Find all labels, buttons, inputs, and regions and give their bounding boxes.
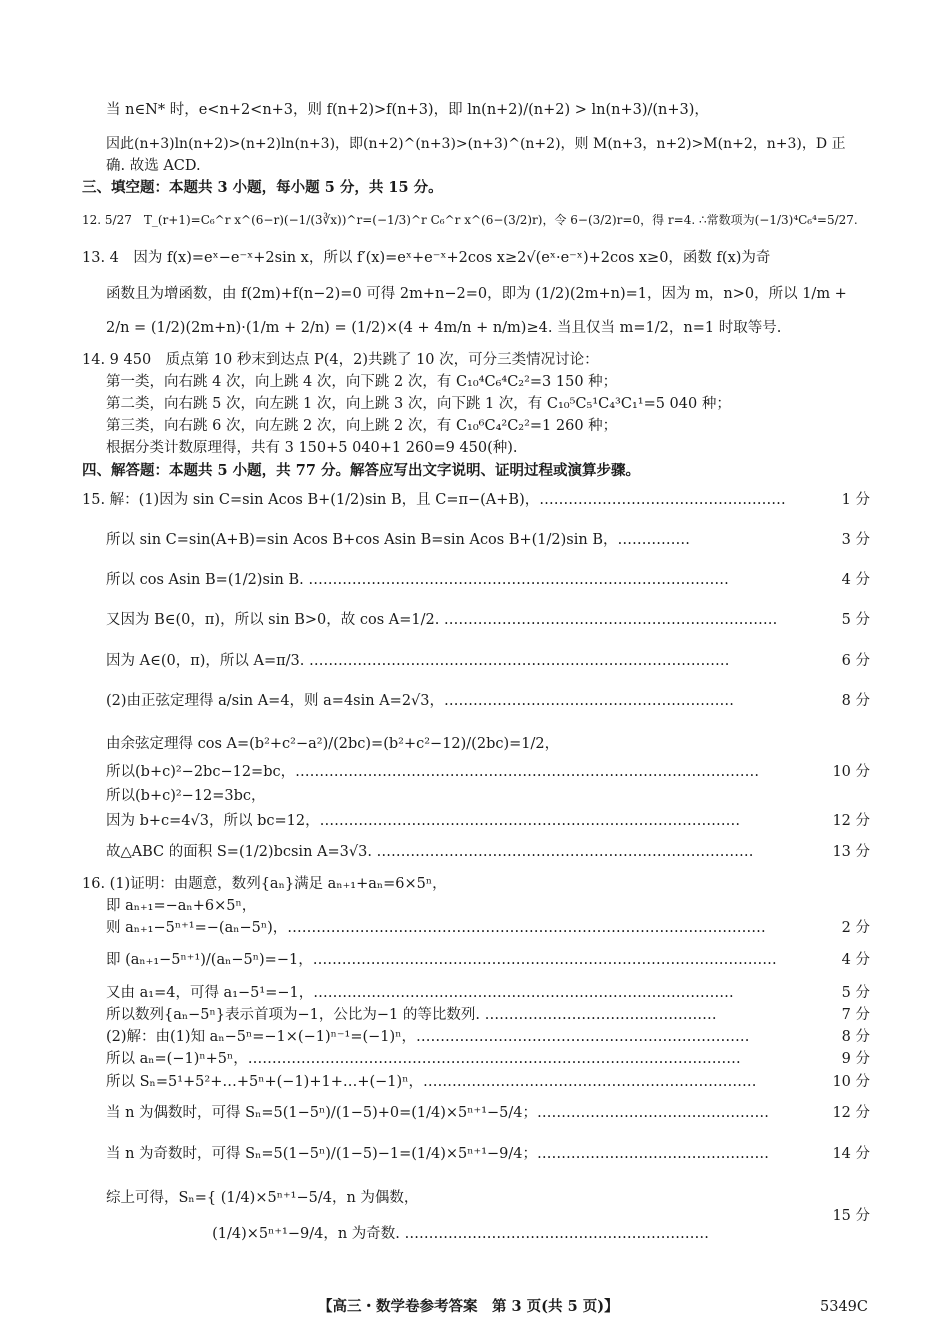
score-mark: 8 分 — [841, 1029, 870, 1045]
score-mark: 2 分 — [841, 920, 870, 936]
score-mark: 5 分 — [841, 612, 870, 628]
score-mark: 15 分 — [832, 1208, 870, 1224]
score-mark: 4 分 — [841, 952, 870, 968]
text-line: 第一类，向右跳 4 次，向上跳 4 次，向下跳 2 次，有 C₁₀⁴C₆⁴C₂²=3 150 种； — [106, 374, 618, 390]
score-mark: 1 分 — [841, 492, 870, 508]
text-line: 又由 a₁=4，可得 a₁−5¹=−1，…………………………………………………………………………… — [106, 985, 734, 1001]
text-line: 故△ABC 的面积 S=(1/2)bcsin A=3√3. …………………………………………………………………… — [106, 844, 754, 860]
score-mark: 12 分 — [832, 813, 870, 829]
text-line: 16. (1)证明：由题意，数列{aₙ}满足 aₙ₊₁+aₙ=6×5ⁿ， — [82, 876, 447, 892]
section-heading: 四、解答题：本题共 5 小题，共 77 分。解答应写出文字说明、证明过程或演算步骤。 — [82, 462, 640, 479]
score-mark: 4 分 — [841, 572, 870, 588]
text-line: 13. 4 因为 f(x)=eˣ−e⁻ˣ+2sin x，所以 f′(x)=eˣ+e⁻ˣ+2cos x≥2√(eˣ·e⁻ˣ)+2cos x≥0，函数 f(x)为奇 — [82, 250, 771, 266]
score-mark: 7 分 — [841, 1007, 870, 1023]
text-line: 所以 cos Asin B=(1/2)sin B. …………………………………………………………………………… — [106, 572, 729, 588]
score-mark: 13 分 — [832, 844, 870, 860]
text-line: 所以 aₙ=(−1)ⁿ+5ⁿ，………………………………………………………………………………………… — [106, 1051, 741, 1067]
text-line: 当 n 为奇数时，可得 Sₙ=5(1−5ⁿ)/(1−5)−1=(1/4)×5ⁿ⁺¹−9/4；………………………………………… — [106, 1146, 770, 1162]
text-line: 14. 9 450 质点第 10 秒末到达点 P(4，2)共跳了 10 次，可分三类情况讨论： — [82, 352, 599, 368]
text-line: 12. 5/27 T_(r+1)=C₆^r x^(6−r)(−1/(3∛x))^r=(−1/3)^r C₆^r x^(6−(3/2)r)，令 6−(3/2)r=0，得 r=4. ∴常数项为(−1/3)⁴C₆⁴=5/27. — [82, 213, 858, 227]
text-line: 2/n = (1/2)(2m+n)·(1/m + 2/n) = (1/2)×(4 + 4m/n + n/m)≥4. 当且仅当 m=1/2，n=1 时取等号. — [106, 320, 782, 336]
text-line: 第三类，向右跳 6 次，向左跳 2 次，向上跳 2 次，有 C₁₀⁶C₄²C₂²=1 260 种； — [106, 418, 618, 434]
text-line: (1/4)×5ⁿ⁺¹−9/4，n 为奇数. ……………………………………………………… — [106, 1226, 710, 1242]
score-mark: 9 分 — [841, 1051, 870, 1067]
text-line: (2)解：由(1)知 aₙ−5ⁿ=−1×(−1)ⁿ⁻¹=(−1)ⁿ，…………………………………………………………… — [106, 1029, 750, 1045]
text-line: 当 n 为偶数时，可得 Sₙ=5(1−5ⁿ)/(1−5)+0=(1/4)×5ⁿ⁺¹−5/4；………………………………………… — [106, 1105, 770, 1121]
text-line: 所以数列{aₙ−5ⁿ}表示首项为−1，公比为−1 的等比数列. ………………………………………… — [106, 1007, 717, 1023]
text-line: 15. 解：(1)因为 sin C=sin Acos B+(1/2)sin B，且 C=π−(A+B)，…………………………………………… — [82, 492, 786, 508]
score-mark: 10 分 — [832, 764, 870, 780]
text-line: 第二类，向右跳 5 次，向左跳 1 次，向上跳 3 次，向下跳 1 次，有 C₁₀⁵C₅¹C₄³C₁¹=5 040 种； — [106, 396, 731, 412]
section-heading: 三、填空题：本题共 3 小题，每小题 5 分，共 15 分。 — [82, 179, 443, 196]
text-line: 综上可得，Sₙ={ (1/4)×5ⁿ⁺¹−5/4，n 为偶数， — [106, 1190, 419, 1206]
score-mark: 12 分 — [832, 1105, 870, 1121]
text-line: 根据分类计数原理得，共有 3 150+5 040+1 260=9 450(种). — [106, 440, 518, 456]
text-line: 因为 b+c=4√3，所以 bc=12，…………………………………………………………………………… — [106, 813, 741, 829]
text-line: 即 (aₙ₊₁−5ⁿ⁺¹)/(aₙ−5ⁿ)=−1，…………………………………………………………………………………… — [106, 952, 777, 968]
text-line: 则 aₙ₊₁−5ⁿ⁺¹=−(aₙ−5ⁿ)，……………………………………………………………………………………… — [106, 920, 766, 936]
score-mark: 5 分 — [841, 985, 870, 1001]
text-line: 确. 故选 ACD. — [106, 158, 201, 174]
text-line: 所以 sin C=sin(A+B)=sin Acos B+cos Asin B=sin Acos B+(1/2)sin B，…………… — [106, 532, 690, 548]
text-line: 所以(b+c)²−12=3bc， — [106, 788, 266, 804]
text-line: 当 n∈N* 时，e<n+2<n+3，则 f(n+2)>f(n+3)，即 ln(n+2)/(n+2) > ln(n+3)/(n+3)， — [106, 102, 709, 118]
text-line: 即 aₙ₊₁=−aₙ+6×5ⁿ， — [106, 898, 257, 914]
score-mark: 10 分 — [832, 1074, 870, 1090]
text-line: 所以(b+c)²−2bc−12=bc，…………………………………………………………………………………… — [106, 764, 760, 780]
score-mark: 14 分 — [832, 1146, 870, 1162]
text-line: 又因为 B∈(0，π)，所以 sin B>0，故 cos A=1/2. …………………………………………………………… — [106, 612, 778, 628]
text-line: 因为 A∈(0，π)，所以 A=π/3. …………………………………………………………………………… — [106, 653, 730, 669]
text-line: (2)由正弦定理得 a/sin A=4，则 a=4sin A=2√3，…………………………………………………… — [106, 693, 735, 709]
footer-title: 【高三・数学卷参考答案 第 3 页(共 5 页)】 — [318, 1298, 619, 1315]
score-mark: 8 分 — [841, 693, 870, 709]
text-line: 由余弦定理得 cos A=(b²+c²−a²)/(2bc)=(b²+c²−12)/(2bc)=1/2， — [106, 736, 560, 752]
text-line: 函数且为增函数，由 f(2m)+f(n−2)=0 可得 2m+n−2=0，即为 (1/2)(2m+n)=1，因为 m，n>0，所以 1/m + — [106, 286, 847, 302]
text-line: 因此(n+3)ln(n+2)>(n+2)ln(n+3)，即(n+2)^(n+3)>(n+3)^(n+2)，则 M(n+3，n+2)>M(n+2，n+3)，D 正 — [106, 136, 846, 152]
score-mark: 6 分 — [841, 653, 870, 669]
document-code: 5349C — [820, 1299, 868, 1315]
score-mark: 3 分 — [841, 532, 870, 548]
text-line: 所以 Sₙ=5¹+5²+…+5ⁿ+(−1)+1+…+(−1)ⁿ，…………………………………………………………… — [106, 1074, 757, 1090]
